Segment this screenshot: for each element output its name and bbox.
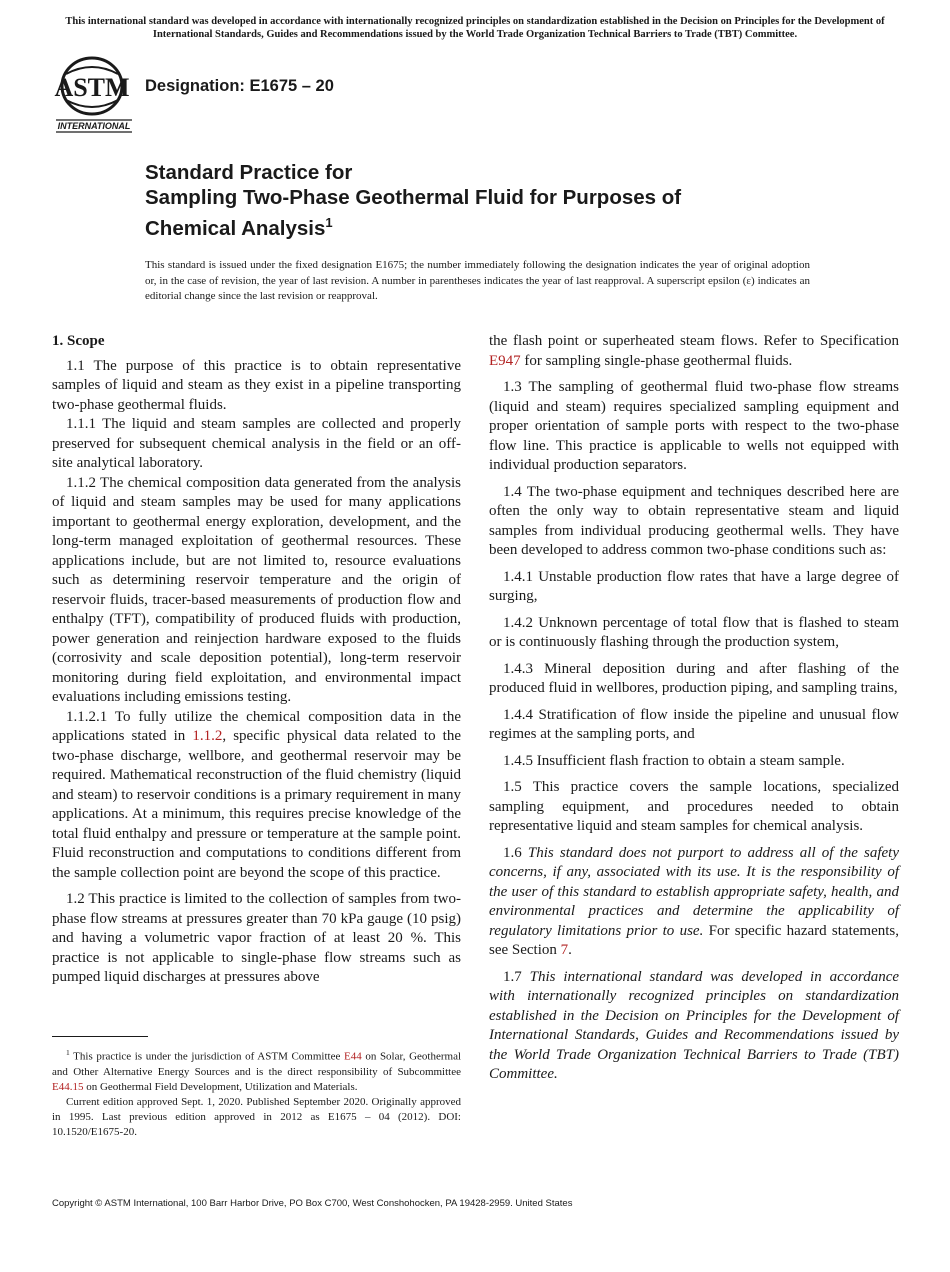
para-1-4-3: 1.4.3 Mineral deposition during and after flashing of the produced fluid in wellbores, production piping, and sampling trains,: [489, 660, 899, 696]
para-1-2: 1.2 This practice is limited to the collection of samples from two-phase flow streams at pressures greater than 70 kPa gauge (10 psig) and having a volumetric vapor fraction of at least 20 %. This practice is not applicable to single-phase flow streams such as pumped liquid discharges at pressures above: [52, 891, 461, 985]
para-1-1-2-1: [52, 708, 461, 884]
para-1-2-continued: [489, 332, 899, 371]
link-e44-15[interactable]: E44.15: [52, 1080, 84, 1093]
cont-text-a: the flash point or superheated steam flows. Refer to Specification: [489, 333, 899, 349]
para-1-5: 1.5 This practice covers the sample locations, specialized sampling equipment, and procedures needed to obtain representative liquid and steam samples for chemical analysis.: [489, 779, 899, 834]
footnote-1: [52, 1045, 461, 1095]
para-1-6-italic: This standard does not purport to address all of the safety concerns, if any, associated with its use. It is the responsibility of the user of this standard to establish appropriate safety, health, and environmental practices and determine the applicability of regulatory limitations prior to use.: [489, 844, 900, 939]
top-notice: This international standard was developed in accordance with internationally recognized principles on standardization established in the Decision on Principles for the Development of International Standards, Guides and Recommendations issued by the World Trade Organization Technical Barriers to Trade (TBT) Committee.: [65, 16, 885, 40]
para-1-6-tail-a: For specific hazard statements, see Section: [489, 922, 899, 958]
para-1-4-4: 1.4.4 Stratification of flow inside the pipeline and unusual flow regimes at the sampling ports, and: [489, 706, 899, 742]
footnote-rule: [52, 1036, 148, 1037]
title-footnote-mark: 1: [325, 215, 333, 230]
para-1-4: 1.4 The two-phase equipment and techniques described here are often the only way to obtain representative steam and liquid samples from individual producing geothermal wells. They have been developed to address common two-phase conditions such as:: [489, 483, 899, 558]
section-heading-scope: 1. Scope: [52, 333, 105, 349]
para-1-6-tail-b: .: [568, 942, 572, 958]
link-e44[interactable]: E44: [343, 1050, 362, 1063]
para-1-6-number: 1.6: [503, 844, 528, 861]
para-1-1-2-1-text-a: 1.1.2.1 To fully utilize the chemical composition data in the applications stated in: [52, 708, 461, 744]
footnote-text-b: on Solar, Geothermal and Other Alternative Energy Sources and is the direct responsibility of Subcommittee: [52, 1050, 462, 1078]
para-1-7-number: 1.7: [503, 968, 530, 985]
para-1-3: 1.3 The sampling of geothermal fluid two-phase flow streams (liquid and steam) requires specialized sampling equipment and proper orientation of sample ports with respect to the two-phase flow line. This practice is applicable to wells not equipped with individual production separators.: [489, 379, 899, 473]
astm-logo: [52, 56, 136, 134]
title-line-2: Sampling Two-Phase Geothermal Fluid for Purposes of: [145, 186, 682, 209]
para-1-1: 1.1 The purpose of this practice is to obtain representative samples of liquid and steam as they exist in a pipeline transporting two-phase geothermal fluids.: [52, 357, 461, 413]
copyright: Copyright © ASTM International, 100 Barr Harbor Drive, PO Box C700, West Conshohocken, PA 19428-2959. United States: [52, 1198, 573, 1209]
para-1-4-1: 1.4.1 Unstable production flow rates that have a large degree of surging,: [489, 568, 899, 604]
link-1-1-2[interactable]: 1.1.2: [192, 728, 223, 744]
para-1-7: [489, 968, 899, 1085]
para-1-4-5: 1.4.5 Insufficient flash fraction to obtain a steam sample.: [503, 752, 845, 769]
document-title: [145, 160, 845, 241]
left-column: [52, 332, 461, 988]
right-column: [489, 332, 899, 1085]
footnote-mark: 1: [66, 1048, 70, 1057]
issue-note: This standard is issued under the fixed designation E1675; the number immediately following the designation indicates the year of original adoption or, in the case of revision, the year of last revision. A number in parentheses indicates the year of last reapproval. A superscript epsilon (ε) indicates an editorial change since the last revision or reapproval.: [145, 259, 810, 302]
para-1-6: [489, 844, 899, 961]
link-e947[interactable]: E947: [489, 352, 521, 369]
logo-letters: ASTM: [54, 73, 130, 102]
footnote-text-c: on Geothermal Field Development, Utilization and Materials.: [83, 1080, 358, 1093]
para-1-1-2-1-text-b: , specific physical data related to the two-phase discharge, wellbore, and geothermal reservoir may be required. Mathematical reconstruction of the fluid chemistry (liquid and steam) to reservoir conditions is a primary requirement in many applications. At a minimum, this requires precise knowledge of the total fluid enthalpy and pressure or temperature at the sample point. Fluid reconstruction and computations to conditions different from the sample collection point are beyond the scope of this practice.: [52, 728, 461, 881]
para-1-4-2: 1.4.2 Unknown percentage of total flow that is flashed to steam or is continuously flashing through the production system,: [489, 614, 899, 650]
footnote-text-a: This practice is under the jurisdiction of ASTM Committee: [69, 1050, 344, 1063]
logo-caption: INTERNATIONAL: [57, 121, 131, 131]
link-section-7[interactable]: 7: [560, 942, 569, 958]
footnote-2: Current edition approved Sept. 1, 2020. Published September 2020. Originally approved in 1995. Last previous edition approved in 2012 as E1675 – 04 (2012). DOI: 10.1520/E1675-20.: [52, 1095, 461, 1138]
para-1-1-2: 1.1.2 The chemical composition data generated from the analysis of liquid and steam samples may be used for many applications important to geothermal energy exploration, development, and the long-term managed exploitation of geothermal resources. These applications include, but are not limited to, resource evaluations such as determining reservoir temperature and the origin of reservoir fluids, tracer-based measurements of production flow and enthalpy (TFT), compatibility of produced fluids with production, power generation and reinjection hardware exposed to the fluids (corrosivity and scale deposition potential), long-term reservoir monitoring during field exploitation, and environmental impact evaluations including emissions testing.: [52, 474, 461, 705]
designation: Designation: E1675 – 20: [145, 77, 334, 95]
para-1-7-italic: This international standard was developed in accordance with internationally recognized principles on standardization established in the Decision on Principles for the Development of International Standards, Guides and Recommendations issued by the World Trade Organization Technical Barriers to Trade (TBT) Committee.: [489, 968, 900, 1082]
cont-text-b: for sampling single-phase geothermal fluids.: [520, 352, 793, 369]
para-1-1-1: 1.1.1 The liquid and steam samples are collected and properly preserved for subsequent chemical analysis in the field or an off-site analytical laboratory.: [52, 416, 461, 471]
title-line-3: [145, 210, 845, 241]
title-line-3-text: Chemical Analysis: [145, 216, 326, 240]
title-line-1: Standard Practice for: [145, 161, 353, 184]
footnote: [52, 1045, 461, 1140]
